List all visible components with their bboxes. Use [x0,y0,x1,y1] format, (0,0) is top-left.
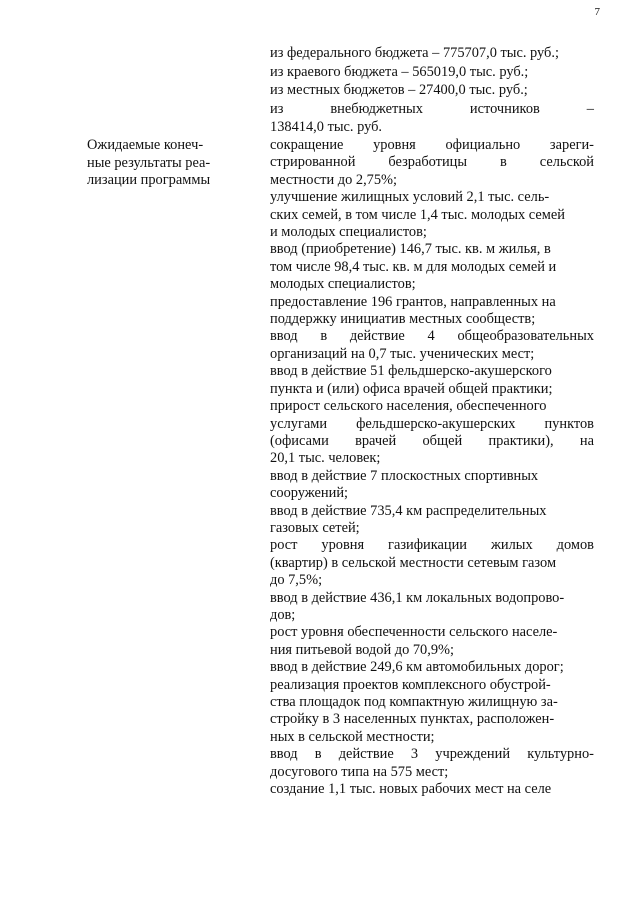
federal-budget-line: из федерального бюджета – 775707,0 тыс. руб.; [270,45,559,61]
result-line: том числе 98,4 тыс. кв. м для молодых семей и [270,258,557,275]
result-word: домов [556,537,594,554]
result-line: создание 1,1 тыс. новых рабочих мест на селе [270,781,552,798]
result-item [270,503,594,538]
result-item [270,677,594,747]
result-line: ввод в действие 436,1 км локальных водопрово- [270,589,565,606]
result-item [270,363,594,398]
result-item [270,189,594,241]
result-line [270,746,594,763]
result-item [270,746,594,781]
result-item [270,624,594,659]
result-line: ских семей, в том числе 1,4 тыс. молодых семей [270,206,565,223]
result-word: стрированной [270,154,356,171]
result-line: ввод в действие 51 фельдшерско-акушерского [270,363,552,380]
label-line: лизации программы [87,172,211,188]
result-line: ства площадок под компактную жилищную за- [270,694,558,710]
result-item [270,328,594,363]
result-line: предоставление 196 грантов, направленных на [270,293,556,310]
result-word: зареги- [549,137,594,153]
result-item [270,590,594,625]
result-line [270,154,594,171]
result-word: уровня [321,537,365,554]
result-line: (квартир) в сельской местности сетевым газом [270,554,557,571]
extrabudgetary-word: – [586,100,594,117]
result-word: пунктов [544,415,594,432]
result-word: врачей [355,432,397,449]
result-word: жилых [490,537,533,554]
result-line: реализация проектов комплексного обустрой- [270,676,551,693]
result-word: уровня [373,137,416,153]
result-word: 3 [410,746,419,763]
result-item [270,659,594,676]
result-item [270,398,594,468]
result-word: общей [422,432,463,449]
result-line: организаций на 0,7 тыс. ученических мест; [270,345,535,362]
result-word: действие [349,328,405,345]
result-word: практики), [488,432,554,449]
expected-results-list [270,137,594,798]
result-line: поддержку инициатив местных сообществ; [270,311,536,328]
result-item [270,241,594,293]
result-word: общеобразовательных [457,328,594,345]
result-line: сооружений; [270,485,349,502]
extrabudgetary-word: источников [469,100,540,117]
extrabudgetary-word: внебюджетных [330,100,423,117]
result-word: действие [338,746,394,763]
result-word: фельдшерско-акушерских [356,415,516,432]
result-word: официально [445,137,521,153]
result-word: 4 [427,328,435,345]
result-line [270,537,594,554]
result-line: 20,1 тыс. человек; [270,450,381,467]
result-line: и молодых специалистов; [270,224,427,241]
result-item [270,137,594,189]
result-line [270,328,594,345]
result-line [270,137,594,154]
result-word: на [579,432,594,449]
result-line: рост уровня обеспеченности сельского населе- [270,624,558,641]
page-number: 7 [594,6,600,18]
result-word: рост [270,537,298,554]
result-line: прирост сельского населения, обеспеченного [270,398,547,415]
result-line: ввод в действие 249,6 км автомобильных дорог; [270,659,564,676]
result-line: дов; [270,606,296,623]
result-line: до 7,5%; [270,572,323,589]
result-line [270,416,594,433]
result-word: в [314,746,322,763]
result-item [270,468,594,503]
expected-results-label [87,137,247,190]
result-line: улучшение жилищных условий 2,1 тыс. сель- [270,189,550,206]
result-line: пункта и (или) офиса врачей общей практики; [270,380,553,397]
result-line [270,433,594,450]
result-item [270,537,594,589]
result-word: безработицы [388,154,468,171]
result-word: сельской [539,154,594,171]
result-line: ных в сельской местности; [270,728,435,745]
result-word: газификации [388,537,468,554]
result-item [270,781,594,798]
result-word: в [500,154,507,171]
result-line: молодых специалистов; [270,276,416,293]
result-word: (офисами [270,432,329,449]
result-line: ввод в действие 7 плоскостных спортивных [270,467,539,484]
result-item [270,294,594,329]
result-word: в [320,328,328,345]
result-line: местности до 2,75%; [270,171,398,188]
label-line: Ожидаемые конеч- [87,137,204,153]
regional-budget-line: из краевого бюджета – 565019,0 тыс. руб.; [270,63,529,80]
result-line: ввод в действие 735,4 км распределительных [270,502,547,519]
local-budget-line: из местных бюджетов – 27400,0 тыс. руб.; [270,82,528,98]
extrabudgetary-line [270,100,594,119]
result-line: стройку в 3 населенных пунктах, расположен- [270,711,555,728]
label-line: ные результаты реа- [87,154,211,171]
result-line: ния питьевой водой до 70,9%; [270,641,455,658]
result-word: учреждений [435,746,511,763]
result-word: культурно- [527,746,594,763]
result-line: ввод (приобретение) 146,7 тыс. кв. м жилья, в [270,241,551,258]
result-word: услугами [270,415,328,432]
result-word: ввод [270,746,298,763]
extrabudgetary-word: из [270,100,284,117]
result-word: сокращение [270,137,344,153]
extrabudgetary-amount-line: 138414,0 тыс. руб. [270,119,383,135]
result-line: досугового типа на 575 мест; [270,763,449,780]
result-word: ввод [270,328,298,345]
result-line: газовых сетей; [270,519,360,536]
funding-sources-block [270,44,594,137]
